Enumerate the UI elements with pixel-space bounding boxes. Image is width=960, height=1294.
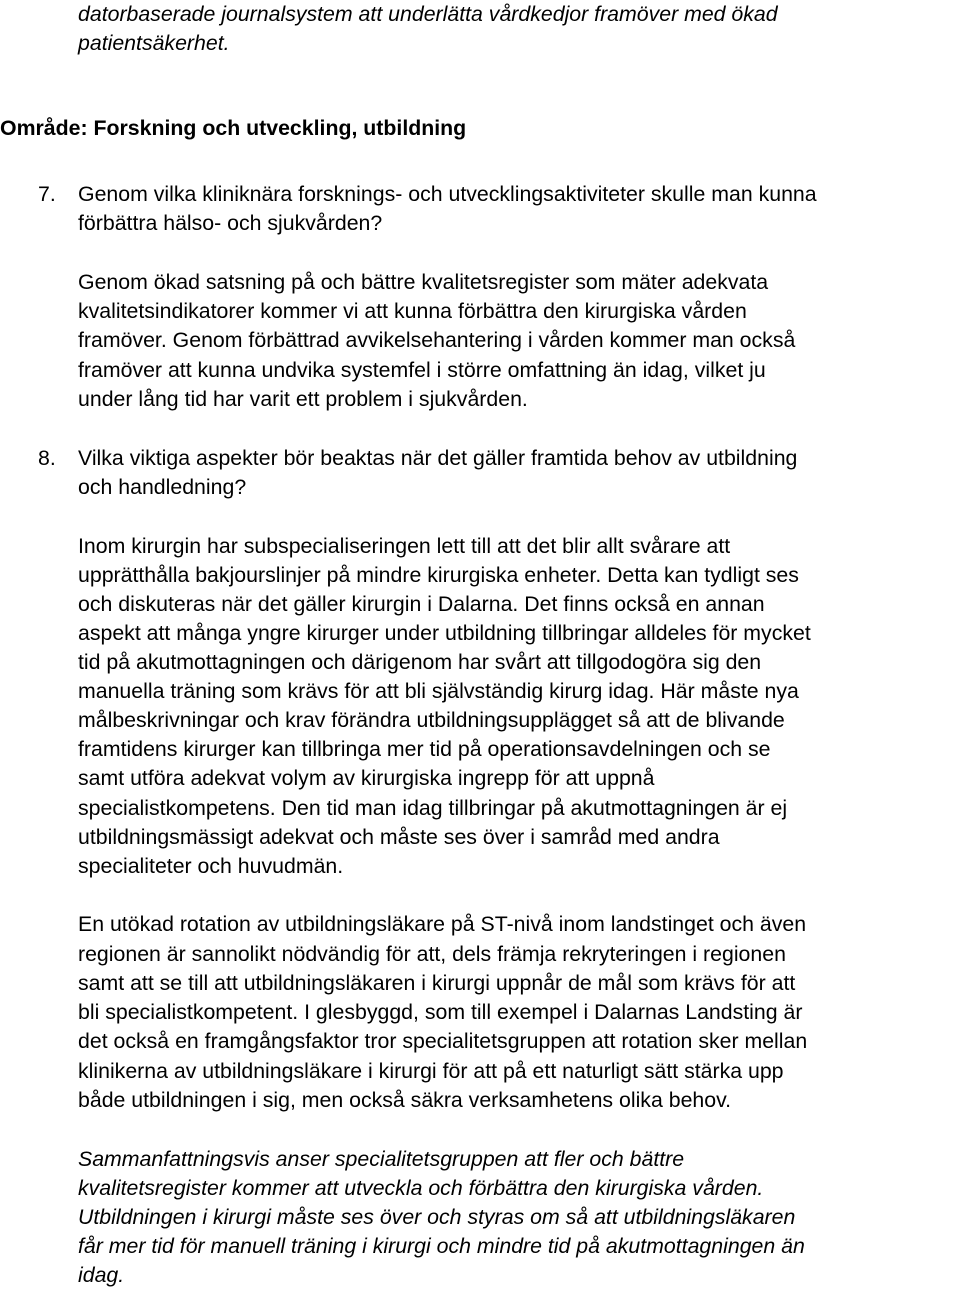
answer-line: och diskuteras när det gäller kirurgin i Dalarna. Det finns också en annan <box>78 592 765 616</box>
question-number: 8. <box>38 446 56 470</box>
answer-line: under lång tid har varit ett problem i sjukvården. <box>78 387 528 411</box>
answer-line: upprätthålla bakjourslinjer på mindre kirurgiska enheter. Detta kan tydligt ses <box>78 563 799 587</box>
answer-line: Inom kirurgin har subspecialiseringen lett till att det blir allt svårare att <box>78 534 731 558</box>
answer-line: manuella träning som krävs för att bli självständig kirurg idag. Här måste nya <box>78 679 799 703</box>
answer-line: målbeskrivningar och krav förändra utbildningsupplägget så att de blivande <box>78 708 785 732</box>
answer-line: kvalitetsindikatorer kommer vi att kunna förbättra den kirurgiska vården <box>78 299 747 323</box>
answer-line: tid på akutmottagningen och därigenom har svårt att tillgodogöra sig den <box>78 650 762 674</box>
summary-line: Sammanfattningsvis anser specialitetsgruppen att fler och bättre <box>78 1147 685 1171</box>
answer-line: både utbildningen i sig, men också säkra verksamhetens olika behov. <box>78 1088 732 1112</box>
answer-line: klinikerna av utbildningsläkare i kirurgi för att på ett naturligt sätt stärka upp <box>78 1059 784 1083</box>
answer-line: specialistkompetens. Den tid man idag tillbringar på akutmottagningen är ej <box>78 796 788 820</box>
question-number: 7. <box>38 182 56 206</box>
intro-line: patientsäkerhet. <box>78 31 230 55</box>
answer-line: utbildningsmässigt adekvat och måste ses över i samråd med andra <box>78 825 720 849</box>
answer-line: framöver att kunna undvika systemfel i större omfattning än idag, vilket ju <box>78 358 766 382</box>
answer-line: specialiteter och huvudmän. <box>78 854 344 878</box>
answer-line: bli specialistkompetent. I glesbyggd, som till exempel i Dalarnas Landsting är <box>78 1000 803 1024</box>
answer-line: framöver. Genom förbättrad avvikelsehantering i vården kommer man också <box>78 328 796 352</box>
question-line: Vilka viktiga aspekter bör beaktas när det gäller framtida behov av utbildning <box>78 446 798 470</box>
answer-line: aspekt att många yngre kirurger under utbildning tillbringar alldeles för mycket <box>78 621 811 645</box>
answer-line: En utökad rotation av utbildningsläkare på ST-nivå inom landstinget och även <box>78 912 807 936</box>
answer-line: samt utföra adekvat volym av kirurgiska ingrepp för att uppnå <box>78 766 655 790</box>
summary-line: kvalitetsregister kommer att utveckla och förbättra den kirurgiska vården. <box>78 1176 764 1200</box>
answer-line: samt att se till att utbildningsläkaren i kirurgi uppnår de mål som krävs för att <box>78 971 796 995</box>
answer-line: framtidens kirurger kan tillbringa mer tid på operationsavdelningen och se <box>78 737 771 761</box>
answer-line: det också en framgångsfaktor tror specialitetsgruppen att rotation sker mellan <box>78 1029 808 1053</box>
summary-line: får mer tid för manuell träning i kirurgi och mindre tid på akutmottagningen än <box>78 1234 805 1258</box>
answer-line: regionen är sannolikt nödvändig för att, dels främja rekryteringen i regionen <box>78 942 786 966</box>
question-line: förbättra hälso- och sjukvården? <box>78 211 383 235</box>
summary-line: idag. <box>78 1263 125 1287</box>
question-line: och handledning? <box>78 475 247 499</box>
question-line: Genom vilka kliniknära forsknings- och utvecklingsaktiviteter skulle man kunna <box>78 182 817 206</box>
section-heading: Område: Forskning och utveckling, utbildning <box>0 116 467 140</box>
intro-line: datorbaserade journalsystem att underlätta vårdkedjor framöver med ökad <box>78 2 778 26</box>
summary-line: Utbildningen i kirurgi måste ses över och styras om så att utbildningsläkaren <box>78 1205 796 1229</box>
answer-line: Genom ökad satsning på och bättre kvalitetsregister som mäter adekvata <box>78 270 769 294</box>
